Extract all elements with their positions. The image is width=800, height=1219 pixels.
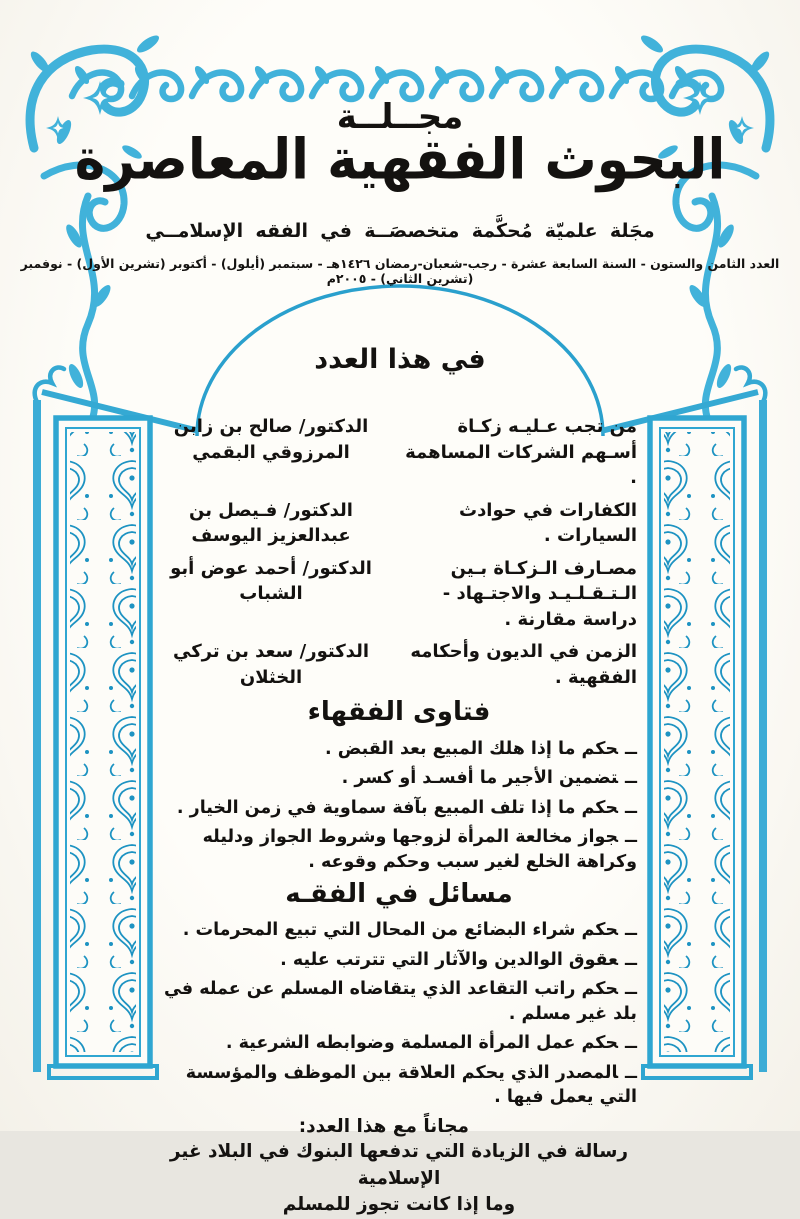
list-item-text: حكم ما إذا تلف المبيع بآفة سماوية في زمن الخيار . <box>176 797 619 818</box>
list-item-text: حكم شراء البضائع من المحال التي تبيع المحرمات . <box>182 920 619 941</box>
list-item-text: حكم عمل المرأة المسلمة وضوابطه الشرعية . <box>225 1033 619 1054</box>
article-title: الزمن في الديون وأحكامه الفقهية . <box>410 641 637 688</box>
table-of-contents <box>161 414 637 1219</box>
article-row <box>161 556 637 633</box>
journal-title: البحوث الفقهية المعاصرة <box>74 127 726 193</box>
dash-bullet: ــ <box>625 797 637 818</box>
journal-subtitle: مجَلة علميّة مُحكَّمة متخصصَــة في الفقه الإسلامــي <box>145 220 655 242</box>
list-item <box>161 737 637 762</box>
list-item-text: عقوق الوالدين والآثار التي تترتب عليه . <box>280 949 619 970</box>
ornamental-column-right <box>643 400 767 1078</box>
free-gift-title-line2: وما إذا كانت تجوز للمسلم <box>282 1194 516 1216</box>
dash-bullet: ــ <box>625 949 637 970</box>
articles-list <box>161 414 637 690</box>
list-item-text: حكم ما إذا هلك المبيع بعد القبض . <box>324 738 619 759</box>
list-item-text: تضمين الأجير ما أفسـد أو كسر . <box>341 768 619 789</box>
list-item <box>161 1061 637 1110</box>
list-item-text: جواز مخالعة المرأة لزوجها وشروط الجواز ودليله وكراهة الخلع لغير سبب وحكم وقوعه . <box>202 827 637 872</box>
list-item-text: حكم راتب التقاعد الذي يتقاضاه المسلم عن عمله في بلد غير مسلم . <box>163 979 637 1024</box>
fatawa-heading: فتاوى الفقهاء <box>307 697 491 728</box>
list-item <box>161 796 637 821</box>
arabesque-top-border <box>72 64 721 99</box>
article-author: الدكتور/ صالح بن زابن المرزوقي البقمي <box>173 416 369 463</box>
masail-heading: مسائل في الفقـه <box>285 879 513 910</box>
dash-bullet: ــ <box>625 979 637 1000</box>
free-gift-lead: مجاناً مع هذا العدد: <box>298 1115 469 1137</box>
article-row <box>161 639 637 690</box>
list-item-text: المصدر الذي يحكم العلاقة بين الموظف والمؤسسة التي يعمل فيها . <box>185 1062 637 1108</box>
list-item <box>161 948 637 973</box>
ornamental-column-left <box>33 400 157 1078</box>
list-item <box>161 1031 637 1056</box>
article-title: مصـارف الـزكـاة بـين الـتـقـلـيـد والاجتـهاد - دراسة مقارنة . <box>442 557 637 630</box>
list-item <box>161 918 637 943</box>
dash-bullet: ــ <box>625 1033 637 1054</box>
in-this-issue-heading: في هذا العدد <box>314 344 486 375</box>
article-author: الدكتور/ سعد بن تركي الخثلان <box>172 641 369 688</box>
article-author: الدكتور/ أحمد عوض أبو الشباب <box>170 557 372 605</box>
masthead-word: مجــلــة <box>336 97 464 137</box>
dash-bullet: ــ <box>625 738 637 759</box>
list-item <box>161 977 637 1026</box>
article-row <box>161 414 637 491</box>
article-title: الكفارات في حوادث السيارات . <box>458 499 637 547</box>
free-gift-title-line1: رسالة في الزيادة التي تدفعها البنوك في البلاد غير الإسلامية <box>169 1140 629 1189</box>
dash-bullet: ــ <box>625 827 637 848</box>
article-author: الدكتور/ فـيصل بن عبدالعزيز اليوسف <box>189 499 353 547</box>
list-item <box>161 766 637 791</box>
dash-bullet: ــ <box>625 920 637 941</box>
fatawa-list <box>161 737 637 875</box>
article-row <box>161 498 637 549</box>
masail-list <box>161 918 637 1110</box>
dash-bullet: ــ <box>625 1062 637 1083</box>
issue-info-line: العدد الثامن والستون - السنة السابعة عشرة - رجب-شعبان-رمضان ١٤٢٦هـ - سبتمبر (أيلول) - أكتوبر (تشرين الأول) - نوفمبر (تشرين الثاني) - ٢٠٠٥م <box>20 256 780 286</box>
dash-bullet: ــ <box>625 768 637 789</box>
article-title: من تجب عـليـه زكـاة أسـهم الشركات المساهمة . <box>405 416 637 489</box>
list-item <box>161 825 637 874</box>
